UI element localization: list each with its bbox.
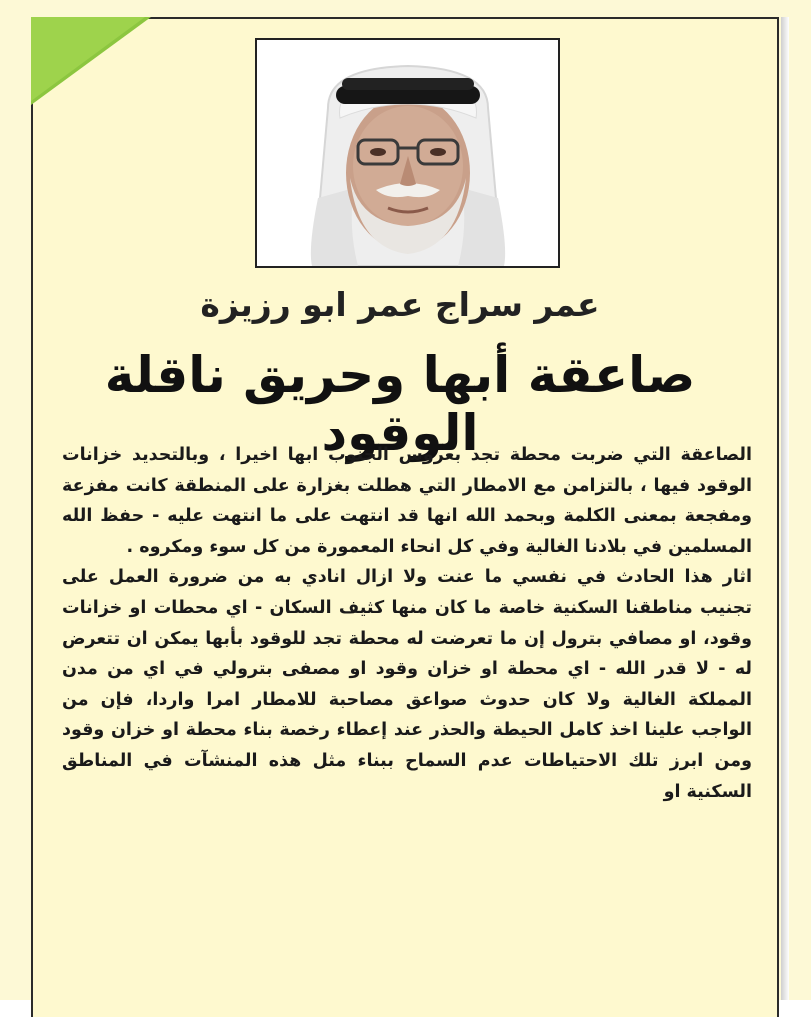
page-edge-shadow [781,17,789,1000]
article-paragraph-2: اثار هذا الحادث في نفسي ما عنت ولا ازال انادي به من ضرورة العمل على تجنيب مناطقنا السكنية خاصة ما كان منها كثيف السكان - اي محطات او خزانات وقود، او مصافي بترول إن ما تعرضت له محطة تجد للوقود بأبها يمكن ان تتعرض له - لا قدر الله - اي محطة او خزان وقود او مصفى بترولي في اي من مدن المملكة الغالية ولا كان حدوث صواعق مصاحبة للامطار امرا واردا، فإن من الواجب علينا اخذ كامل الحيطة والحذر عند إعطاء رخصة بناء محطة او خزان وقود ومن ابرز تلك الاحتياطات عدم السماح ببناء مثل هذه المنشآت في المناطق السكنية او [62,567,752,802]
author-name: عمر سراج عمر ابو رزيزة [200,285,600,324]
green-corner-highlight [31,17,145,101]
article-paragraph-1: الصاعقة التي ضربت محطة تجد بعروس الجنوب ابها اخيرا ، وبالتحديد خزانات الوقود فيها ، بالتزامن مع الامطار التي هطلت بغزارة على المنطقة كانت مفزعة ومفجعة بمعنى الكلمة وبحمد الله انها قد انتهت على ما انتهت عليه - حفظ الله المسلمين في بلادنا الغالية وفي كل انحاء المعمورة من كل سوء ومكروه . [62,445,752,557]
author-portrait-image [288,48,528,266]
article-headline: صاعقة أبها وحريق ناقلة الوقود [104,346,696,462]
article-body [62,440,752,807]
